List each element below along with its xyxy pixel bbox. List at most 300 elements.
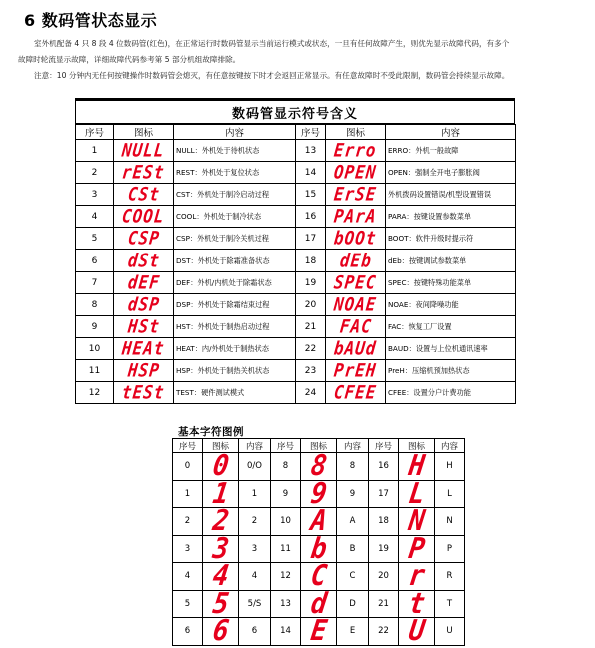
- table-cell: [173, 480, 203, 508]
- table-cell: [337, 508, 369, 536]
- table-cell: [271, 453, 301, 481]
- row-index: 18: [304, 255, 317, 266]
- table-row: [76, 360, 516, 382]
- row-description: HEAT：内/外机处于制热状态: [176, 343, 269, 353]
- segment-icon: CSt: [126, 183, 161, 205]
- table-cell: [76, 184, 114, 206]
- row-description: DSP：外机处于除霜结束过程: [176, 299, 270, 309]
- segment-icon: FAC: [338, 315, 373, 337]
- row-description: HSP：外机处于制热关机状态: [176, 365, 270, 375]
- col-header-icon: 图标: [114, 125, 174, 140]
- table-cell: [114, 294, 174, 316]
- row-index: 21: [378, 598, 389, 609]
- table-cell: [326, 272, 386, 294]
- glyph-content: L: [447, 488, 452, 499]
- row-description: NOAE：夜间降噪功能: [388, 299, 459, 309]
- table-cell: [386, 316, 516, 338]
- table-cell: [76, 382, 114, 404]
- table-cell: [369, 563, 399, 591]
- row-description: COOL：外机处于制冷状态: [176, 211, 262, 221]
- segment-icon: PrEH: [333, 359, 378, 381]
- row-index: 8: [91, 299, 98, 310]
- table-cell: [296, 184, 326, 206]
- col-header-content: 内容: [386, 125, 516, 140]
- row-index: 13: [304, 145, 317, 156]
- glyph-content: C: [349, 571, 356, 582]
- table-cell: [386, 382, 516, 404]
- row-index: 16: [304, 211, 317, 222]
- table-row: [76, 294, 516, 316]
- segment-icon: dEb: [338, 249, 373, 271]
- table-row: [76, 228, 516, 250]
- table-cell: [337, 535, 369, 563]
- row-description: DST：外机处于除霜准备状态: [176, 255, 270, 265]
- table-cell: [174, 184, 296, 206]
- table-cell: [386, 294, 516, 316]
- row-index: 10: [280, 516, 291, 527]
- segment-icon: Erro: [333, 139, 378, 161]
- segment-icon: PArA: [333, 205, 378, 227]
- table-cell: [326, 184, 386, 206]
- table-cell: [203, 504, 239, 538]
- table-cell: [76, 250, 114, 272]
- glyph-content: U: [446, 626, 453, 637]
- segment-icon: dEF: [126, 271, 161, 293]
- table-row: [76, 184, 516, 206]
- segment-icon: CFEE: [333, 381, 378, 403]
- row-index: 2: [184, 516, 191, 527]
- segment-icon: CSP: [126, 227, 161, 249]
- row-index: 4: [91, 211, 98, 222]
- table-cell: [296, 250, 326, 272]
- display-symbol-table-title: 数码管显示符号含义: [75, 98, 515, 124]
- table-cell: [173, 453, 203, 481]
- table-cell: [326, 382, 386, 404]
- row-index: 22: [304, 343, 317, 354]
- basic-char-table: [172, 438, 465, 646]
- table-cell: [301, 587, 337, 621]
- intro-paragraph-line-1: 室外机配备 4 只 8 段 4 位数码管(红色)，在正常运行时数码管显示当前运行模式或状态，一旦有任何故障产生，则优先显示故障代码，有多个: [34, 39, 510, 48]
- row-index: 11: [88, 365, 101, 376]
- table-cell: [114, 206, 174, 228]
- table-cell: [174, 228, 296, 250]
- table-cell: [271, 618, 301, 646]
- row-index: 21: [304, 321, 317, 332]
- table-cell: [386, 206, 516, 228]
- table-cell: [337, 453, 369, 481]
- table-cell: [369, 618, 399, 646]
- row-description: NULL：外机处于待机状态: [176, 145, 260, 155]
- segment-glyph: r: [406, 559, 427, 593]
- table-cell: [271, 535, 301, 563]
- col-header-content: 内容: [239, 439, 271, 453]
- row-index: 1: [91, 145, 98, 156]
- segment-icon: OPEN: [333, 161, 378, 183]
- table-cell: [174, 140, 296, 162]
- col-header-index: 序号: [173, 439, 203, 453]
- table-cell: [326, 316, 386, 338]
- table-cell: [369, 453, 399, 481]
- segment-icon: ErSE: [333, 183, 378, 205]
- table-row: [76, 206, 516, 228]
- table-cell: [399, 477, 435, 511]
- table-cell: [239, 480, 271, 508]
- row-description: PARA：按键设置参数菜单: [388, 211, 472, 221]
- table-cell: [173, 508, 203, 536]
- row-description: PreH：压缩机预加热状态: [388, 365, 470, 375]
- display-symbol-header-row: [76, 125, 516, 140]
- row-index: 20: [304, 299, 317, 310]
- table-row: [173, 453, 465, 481]
- row-index: 5: [91, 233, 98, 244]
- table-cell: [203, 449, 239, 483]
- glyph-content: A: [349, 516, 356, 527]
- row-index: 17: [378, 488, 389, 499]
- table-cell: [326, 250, 386, 272]
- glyph-content: 3: [251, 543, 258, 554]
- table-cell: [76, 338, 114, 360]
- table-cell: [296, 316, 326, 338]
- glyph-content: R: [446, 571, 453, 582]
- row-index: 19: [304, 277, 317, 288]
- table-cell: [326, 140, 386, 162]
- glyph-content: 2: [251, 516, 258, 527]
- table-cell: [386, 228, 516, 250]
- glyph-content: P: [446, 543, 453, 554]
- table-cell: [76, 162, 114, 184]
- table-row: [173, 508, 465, 536]
- table-cell: [271, 480, 301, 508]
- glyph-content: H: [446, 461, 453, 472]
- row-index: 24: [304, 387, 317, 398]
- segment-glyph: 9: [308, 477, 329, 511]
- row-index: 16: [378, 461, 389, 472]
- row-index: 13: [280, 598, 291, 609]
- table-cell: [173, 563, 203, 591]
- table-cell: [296, 140, 326, 162]
- col-header-icon: 图标: [399, 439, 435, 453]
- table-cell: [271, 563, 301, 591]
- table-cell: [114, 316, 174, 338]
- row-index: 12: [88, 387, 101, 398]
- table-cell: [337, 563, 369, 591]
- table-cell: [301, 532, 337, 566]
- table-cell: [386, 360, 516, 382]
- table-cell: [76, 360, 114, 382]
- row-index: 6: [91, 255, 98, 266]
- glyph-content: 1: [251, 488, 258, 499]
- table-cell: [326, 294, 386, 316]
- table-cell: [239, 563, 271, 591]
- table-cell: [174, 338, 296, 360]
- row-index: 3: [91, 189, 98, 200]
- table-row: [173, 618, 465, 646]
- table-cell: [296, 382, 326, 404]
- row-description: REST：外机处于复位状态: [176, 167, 260, 177]
- table-cell: [435, 535, 465, 563]
- table-cell: [386, 162, 516, 184]
- table-cell: [203, 532, 239, 566]
- table-cell: [301, 449, 337, 483]
- table-row: [173, 480, 465, 508]
- col-header-icon: 图标: [203, 439, 239, 453]
- table-cell: [386, 184, 516, 206]
- table-cell: [173, 535, 203, 563]
- display-symbol-table: [75, 98, 515, 404]
- col-header-icon: 图标: [301, 439, 337, 453]
- col-header-index: 序号: [296, 125, 326, 140]
- table-cell: [239, 535, 271, 563]
- table-row: [173, 535, 465, 563]
- table-cell: [301, 477, 337, 511]
- row-index: 10: [88, 343, 101, 354]
- table-cell: [296, 162, 326, 184]
- table-cell: [174, 250, 296, 272]
- row-index: 5: [184, 598, 191, 609]
- table-cell: [76, 140, 114, 162]
- table-cell: [326, 228, 386, 250]
- table-cell: [399, 614, 435, 648]
- segment-glyph: H: [406, 449, 427, 483]
- glyph-content: 0/O: [247, 461, 262, 472]
- table-cell: [76, 206, 114, 228]
- table-row: [76, 316, 516, 338]
- row-index: 18: [378, 516, 389, 527]
- table-cell: [174, 206, 296, 228]
- table-cell: [114, 382, 174, 404]
- table-cell: [173, 590, 203, 618]
- table-cell: [326, 162, 386, 184]
- row-index: 3: [184, 543, 191, 554]
- col-header-content: 内容: [174, 125, 296, 140]
- segment-glyph: 1: [210, 477, 231, 511]
- table-row: [173, 563, 465, 591]
- row-index: 9: [91, 321, 98, 332]
- table-cell: [203, 614, 239, 648]
- table-cell: [301, 504, 337, 538]
- table-cell: [296, 206, 326, 228]
- row-index: 1: [184, 488, 191, 499]
- table-cell: [386, 140, 516, 162]
- table-row: [76, 140, 516, 162]
- table-cell: [369, 590, 399, 618]
- row-description: 外机拨码设置错误/机型设置错误: [388, 189, 492, 199]
- segment-glyph: E: [308, 614, 329, 648]
- col-header-index: 序号: [271, 439, 301, 453]
- row-index: 14: [304, 167, 317, 178]
- table-row: [173, 590, 465, 618]
- table-cell: [296, 272, 326, 294]
- table-row: [76, 338, 516, 360]
- intro-paragraph-line-2: 故障时轮流显示故障，详细故障代码参考第 5 部分机组故障排除。: [18, 55, 241, 64]
- segment-glyph: d: [308, 587, 329, 621]
- glyph-content: B: [349, 543, 356, 554]
- table-cell: [239, 618, 271, 646]
- table-cell: [174, 162, 296, 184]
- table-cell: [386, 272, 516, 294]
- table-cell: [203, 477, 239, 511]
- table-cell: [76, 294, 114, 316]
- glyph-content: 9: [349, 488, 356, 499]
- table-cell: [296, 294, 326, 316]
- col-header-content: 内容: [337, 439, 369, 453]
- table-cell: [76, 272, 114, 294]
- segment-glyph: P: [406, 532, 427, 566]
- segment-icon: HEAt: [121, 337, 166, 359]
- segment-glyph: C: [308, 559, 329, 593]
- table-cell: [435, 480, 465, 508]
- segment-icon: tESt: [121, 381, 166, 403]
- table-cell: [399, 587, 435, 621]
- table-cell: [271, 590, 301, 618]
- table-cell: [435, 590, 465, 618]
- table-cell: [337, 618, 369, 646]
- table-cell: [174, 382, 296, 404]
- segment-icon: SPEC: [333, 271, 378, 293]
- row-index: 4: [184, 571, 191, 582]
- row-index: 23: [304, 365, 317, 376]
- row-description: OPEN：强制全开电子膨胀阀: [388, 167, 480, 177]
- table-cell: [174, 294, 296, 316]
- table-cell: [76, 316, 114, 338]
- col-header-index: 序号: [76, 125, 114, 140]
- glyph-content: T: [446, 598, 453, 609]
- glyph-content: 4: [251, 571, 258, 582]
- table-cell: [173, 618, 203, 646]
- display-symbol-grid: [75, 124, 516, 404]
- row-index: 17: [304, 233, 317, 244]
- segment-glyph: 4: [210, 559, 231, 593]
- table-cell: [239, 590, 271, 618]
- row-index: 8: [282, 461, 289, 472]
- glyph-content: 5/S: [247, 598, 262, 609]
- segment-glyph: t: [406, 587, 427, 621]
- table-cell: [369, 508, 399, 536]
- table-cell: [301, 559, 337, 593]
- table-cell: [337, 480, 369, 508]
- col-header-icon: 图标: [326, 125, 386, 140]
- table-cell: [435, 453, 465, 481]
- glyph-content: 6: [251, 626, 258, 637]
- table-cell: [326, 338, 386, 360]
- col-header-content: 内容: [435, 439, 465, 453]
- table-cell: [296, 228, 326, 250]
- table-cell: [337, 590, 369, 618]
- row-description: ERRO：外机一般故障: [388, 145, 459, 155]
- table-row: [76, 382, 516, 404]
- glyph-content: E: [349, 626, 356, 637]
- row-index: 9: [282, 488, 289, 499]
- table-cell: [114, 360, 174, 382]
- table-cell: [399, 532, 435, 566]
- table-cell: [114, 184, 174, 206]
- note-paragraph: 注意：10 分钟内无任何按键操作时数码管会熄灭，有任意按键按下时才会返回正常显示。有任意故障时不受此限制，数码管会持续显示故障。: [34, 71, 510, 80]
- table-cell: [296, 360, 326, 382]
- row-index: 11: [280, 543, 291, 554]
- segment-glyph: N: [406, 504, 427, 538]
- segment-icon: bAUd: [333, 337, 378, 359]
- row-description: TEST：硬件测试模式: [176, 387, 245, 397]
- table-row: [76, 272, 516, 294]
- row-index: 14: [280, 626, 291, 637]
- table-cell: [174, 272, 296, 294]
- row-description: SPEC：按键特殊功能菜单: [388, 277, 472, 287]
- table-cell: [326, 360, 386, 382]
- table-cell: [369, 480, 399, 508]
- row-description: CFEE：设置分户计费功能: [388, 387, 471, 397]
- segment-glyph: 3: [210, 532, 231, 566]
- row-description: CSP：外机处于制冷关机过程: [176, 233, 269, 243]
- row-index: 20: [378, 571, 389, 582]
- glyph-content: D: [349, 598, 356, 609]
- table-cell: [435, 618, 465, 646]
- table-cell: [114, 228, 174, 250]
- row-index: 2: [91, 167, 98, 178]
- segment-glyph: b: [308, 532, 329, 566]
- segment-icon: HSt: [126, 315, 161, 337]
- row-description: BAUD：设置与上位机通讯速率: [388, 343, 488, 353]
- table-cell: [301, 614, 337, 648]
- table-cell: [114, 338, 174, 360]
- segment-icon: rESt: [121, 161, 166, 183]
- segment-glyph: A: [308, 504, 329, 538]
- row-index: 15: [304, 189, 317, 200]
- basic-char-table-title: 基本字符图例: [178, 426, 244, 438]
- segment-glyph: L: [406, 477, 427, 511]
- row-index: 12: [280, 571, 291, 582]
- table-cell: [399, 504, 435, 538]
- row-description: CST：外机处于制冷启动过程: [176, 189, 270, 199]
- table-cell: [203, 587, 239, 621]
- table-cell: [239, 508, 271, 536]
- row-index: 6: [184, 626, 191, 637]
- segment-icon: HSP: [126, 359, 161, 381]
- segment-icon: dSt: [126, 249, 161, 271]
- table-cell: [203, 559, 239, 593]
- segment-glyph: 6: [210, 614, 231, 648]
- segment-glyph: U: [406, 614, 427, 648]
- table-cell: [399, 559, 435, 593]
- row-index: 22: [378, 626, 389, 637]
- table-cell: [296, 338, 326, 360]
- segment-glyph: 2: [210, 504, 231, 538]
- row-index: 19: [378, 543, 389, 554]
- segment-icon: bOOt: [333, 227, 378, 249]
- table-cell: [114, 250, 174, 272]
- row-description: dEb：按键调试参数菜单: [388, 255, 467, 265]
- row-description: DEF：外机/内机处于除霜状态: [176, 277, 272, 287]
- table-row: [76, 162, 516, 184]
- segment-glyph: 8: [308, 449, 329, 483]
- table-cell: [386, 338, 516, 360]
- segment-icon: NULL: [121, 139, 166, 161]
- segment-icon: NOAE: [333, 293, 378, 315]
- table-cell: [399, 449, 435, 483]
- segment-glyph: 0: [210, 449, 231, 483]
- table-cell: [435, 508, 465, 536]
- row-index: 7: [91, 277, 98, 288]
- table-cell: [435, 563, 465, 591]
- table-cell: [76, 228, 114, 250]
- col-header-index: 序号: [369, 439, 399, 453]
- table-cell: [386, 250, 516, 272]
- table-cell: [174, 360, 296, 382]
- segment-glyph: 5: [210, 587, 231, 621]
- table-cell: [114, 162, 174, 184]
- table-cell: [326, 206, 386, 228]
- section-heading: 6 数码管状态显示: [24, 11, 158, 30]
- table-cell: [174, 316, 296, 338]
